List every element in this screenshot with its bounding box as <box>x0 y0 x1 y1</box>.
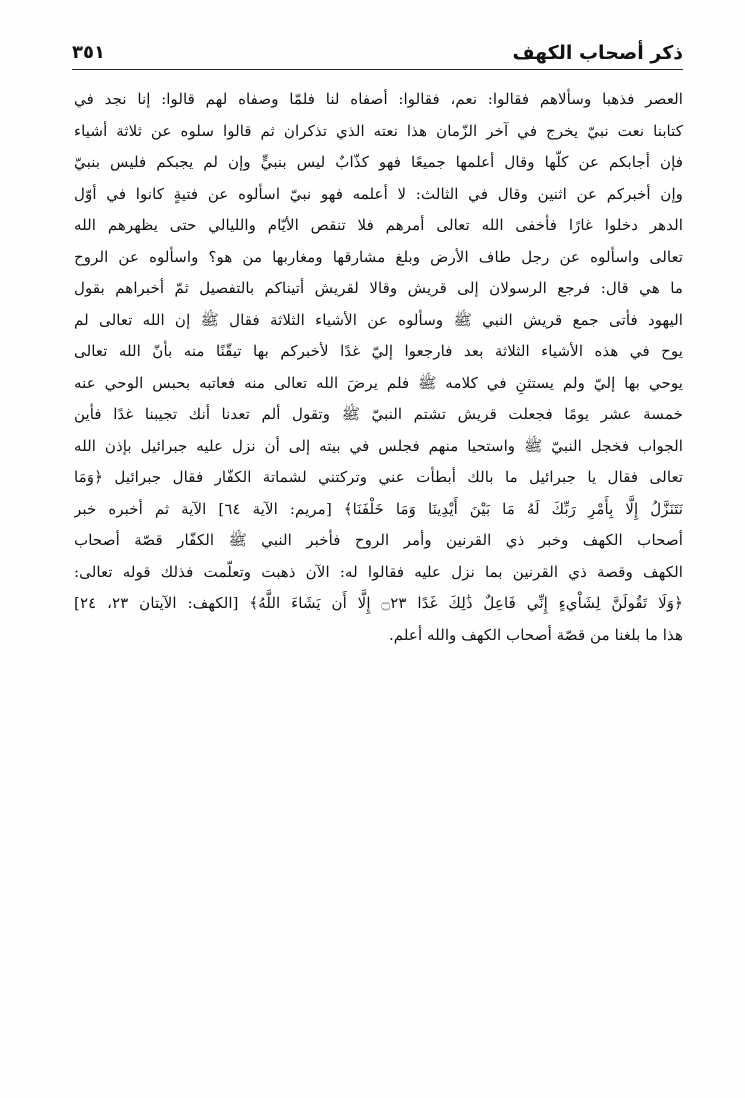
page-number: ٣٥١ <box>72 42 105 63</box>
running-title: ذكر أصحاب الكهف <box>512 42 683 64</box>
text-line: العصر فذهبا وسألاهم فقالوا: نعم، فقالوا: أصفاه لنا فلمّا وصفاه لهم قالوا: إنا نجد في <box>74 90 683 108</box>
text-line: تعالى واسألوه عن رجل طاف الأرض وبلغ مشارقها ومغاربها من هو؟ واسألوه عن الروح <box>74 247 683 266</box>
text-line: فإن أجابكم عن كلّها وقال أعلمها جميعًا فهو كذّابٌ ليس بنبيٍّ وإن لم يجبكم فليس بنبيّ <box>74 153 683 171</box>
text-line: ما هي قال: فرجع الرسولان إلى قريش وقالا لقريش أتيناكم بالتفصيل ثمّ أخبراهم بقول <box>74 279 683 297</box>
text-line: الدهر دخلوا غارًا فأخفى الله تعالى أمرهم فلا تنقص الأيّام والليالي حتى يظهرهم الله <box>74 216 683 234</box>
text-line: كتابنا نعت نبيّ يخرج في آخر الزّمان هذا نعته الذي تذكران ثم قالوا سلوه عن ثلاثة أشياء <box>74 121 683 140</box>
text-line: تعالى فقال يا جبرائيل ما بالك أبطأت عني وتركتني لشماتة الكفّار فقال جبرائيل ﴿وَمَا <box>74 468 683 486</box>
text-line: أصحاب الكهف وخبر ذي القرنين وأمر الروح فأخبر النبي ﷺ الكفّار قصّة أصحاب <box>74 531 683 549</box>
text-line: هذا ما بلغنا من قصّة أصحاب الكهف والله أعلم. <box>388 625 683 644</box>
text-line: خمسة عشر يومًا فجعلت قريش تشتم النبيّ ﷺ وتقول ألم تعدنا أنك تجيبنا غدًا فأين <box>74 405 683 423</box>
text-line: نَتَنَزَّلُ إِلَّا بِأَمْرِ رَبِّكَ لَهُ مَا بَيْنَ أَيْدِينَا وَمَا خَلْفَنَا﴾ [مريم: الآية ٦٤] الآية ثم أخبره خبر <box>74 499 683 518</box>
text-line: اليهود فأتى جمع قريش النبي ﷺ وسألوه عن الأشياء الثلاثة فقال ﷺ إن الله تعالى لم <box>74 310 683 329</box>
text-line: ﴿وَلَا تَقُولَنَّ لِشَاْيءٍ إِنِّي فَاعِلٌ ذَٰلِكَ غَدًا ۝٢٣ إِلَّا أَن يَشَاءَ اللَّهُ﴾ [الكهف: الآيتان ٢٣، ٢٤] <box>74 594 683 612</box>
text-line: الجواب فخجل النبيّ ﷺ واستحيا منهم فجلس في بيته إلى أن نزل عليه جبرائيل بإذن الله <box>74 436 683 455</box>
text-line: يوحي بها إليّ ولم يستثنِ في كلامه ﷺ فلم يرضَ الله تعالى منه فعاتبه بحبس الوحي عنه <box>74 373 683 392</box>
text-line: وإن أخبركم عن اثنين وقال في الثالث: لا أعلمه فهو نبيّ اسألوه عن فتيةٍ كانوا في أوّل <box>74 184 683 203</box>
text-line: الكهف وقصة ذي القرنين بما نزل عليه فقالوا له: الآن ذهبت وتعلّمت فذلك قوله تعالى: <box>74 562 683 581</box>
header-rule <box>72 69 683 70</box>
body-text <box>74 84 683 651</box>
text-line: يوح في هذه الأشياء الثلاثة بعد فارجعوا إليّ غدًا لأخبركم بها تيقّنًا منه بأنّ الله تعالى <box>74 342 683 360</box>
page-header <box>72 38 683 66</box>
